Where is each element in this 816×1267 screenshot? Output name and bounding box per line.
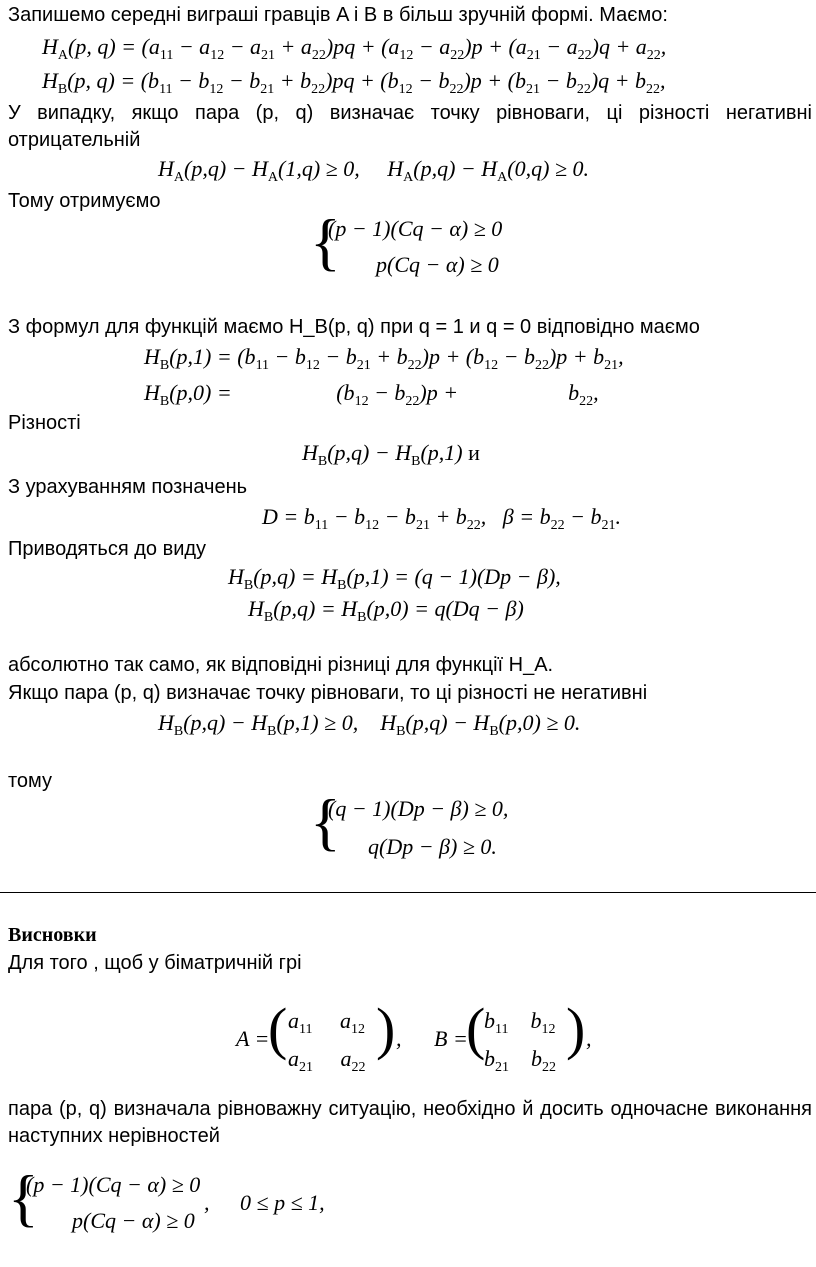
ineq-a: $H_A(p,q) - H_A(1,q) \ge 0$, $H_A(p,q) - H_A(0,q) \ge 0$. xyxy=(158,156,590,185)
therefore-text: Тому отримуємо xyxy=(8,190,161,212)
final-condition: 0 ≤ p ≤ 1, xyxy=(240,1190,325,1215)
eq-hb: $H_B(p$, $q) = (b_{11} - b_{12} - b_{21} + b_{22})pq + (b_{12} - b_{22})p + (b_{21} - b_{22})q + b_{22}$, xyxy=(42,68,666,97)
similar-text: абсолютно так само, як відповідні різниці для функції H_A. xyxy=(8,654,554,676)
eq-hb0: $H_B(p,0)$ = $(b_{12} - b_{22})p$ + $b_{22}$, xyxy=(144,380,599,409)
conclusion-intro: Для того , щоб у біматричній грі xyxy=(8,952,302,974)
hence-text: тому xyxy=(8,770,53,792)
matrix-b-right-paren: ) xyxy=(566,996,586,1061)
sys-a-2: p(Cq − α) ≥ 0 xyxy=(376,252,499,277)
equilibrium-text: У випадку, якщо пара (p, q) визначає точку рівноваги, ці різності негативні отрицательній xyxy=(8,102,812,151)
system-brace: { xyxy=(310,786,341,857)
matrix-b-row2: $b_{21}$ $b_{22}$ xyxy=(484,1046,556,1075)
final-1: (p − 1)(Cq − α) ≥ 0 xyxy=(26,1172,201,1197)
eq-d: $D = b_{11} - b_{12} - b_{21} + b_{22}$, $\beta = b_{22} - b_{21}$. xyxy=(262,504,621,533)
system-brace: { xyxy=(8,1162,39,1233)
differences-label: Різності xyxy=(8,412,81,434)
sys-b-1: (q − 1)(Dp − β) ≥ 0, xyxy=(328,796,509,821)
matrix-a-left-paren: ( xyxy=(268,996,288,1061)
final-comma: , xyxy=(204,1190,210,1215)
sys-a-1: (p − 1)(Cq − α) ≥ 0 xyxy=(328,216,503,241)
eq-hb1: $H_B(p,1) = (b_{11} - b_{12} - b_{21} + b_{22})p + (b_{12} - b_{22})p + b_{21}$, xyxy=(144,344,624,373)
conclusions-heading: Висновки xyxy=(8,924,97,946)
sys-b-2: q(Dp − β) ≥ 0. xyxy=(368,834,497,859)
eq-r2: $H_B(p,q) = H_B(p,0) = q(Dq - \beta)$ xyxy=(248,596,524,625)
equilibrium-condition-text: пара (p, q) визначала рівноважну ситуацію, необхідно й досить одночасне виконання наступних нерівностей xyxy=(8,1098,812,1147)
notation-text: З урахуванням позначень xyxy=(8,476,248,498)
matrix-comma: , xyxy=(586,1026,592,1051)
system-brace: { xyxy=(310,206,341,277)
reduce-text: Приводяться до виду xyxy=(8,538,207,560)
intro-text: Запишемо середні виграші гравців A і B в більш зручній формі. Маємо: xyxy=(8,4,668,26)
matrix-a-row1: $a_{11}$ $a_{12}$ xyxy=(288,1008,365,1037)
eq-r1: $H_B(p,q) = H_B(p,1) = (q - 1)(Dp - \beta)$, xyxy=(228,564,561,593)
eq-ha: $H_A(p$, $q) = (a_{11} - a_{12} - a_{21} + a_{22})pq + (a_{12} - a_{22})p + (a_{21} - a_{22})q + a_{22}$, xyxy=(42,34,667,63)
matrix-b-label: B = xyxy=(434,1026,468,1051)
matrix-a-right-paren: ) xyxy=(376,996,396,1061)
matrix-comma: , xyxy=(396,1026,402,1051)
matrix-b-row1: $b_{11}$ $b_{12}$ xyxy=(484,1008,556,1037)
matrix-b-left-paren: ( xyxy=(466,996,486,1061)
ineq-b: $H_B(p,q) - H_B(p,1) \ge 0$, $H_B(p,q) - H_B(p,0) \ge 0$. xyxy=(158,710,581,739)
matrix-a-row2: $a_{21}$ $a_{22}$ xyxy=(288,1046,366,1075)
final-2: p(Cq − α) ≥ 0 xyxy=(72,1208,195,1233)
section-divider xyxy=(0,892,816,893)
formula-text: З формул для функцій маємо H_B(p, q) при q = 1 и q = 0 відповідно маємо xyxy=(8,316,700,338)
if-pair-text: Якщо пара (p, q) визначає точку рівноваги, то ці різності не негативні xyxy=(8,682,648,704)
diff-b: $H_B(p,q) - H_B(p,1)$ и xyxy=(302,440,480,469)
matrix-a-label: A = xyxy=(236,1026,270,1051)
